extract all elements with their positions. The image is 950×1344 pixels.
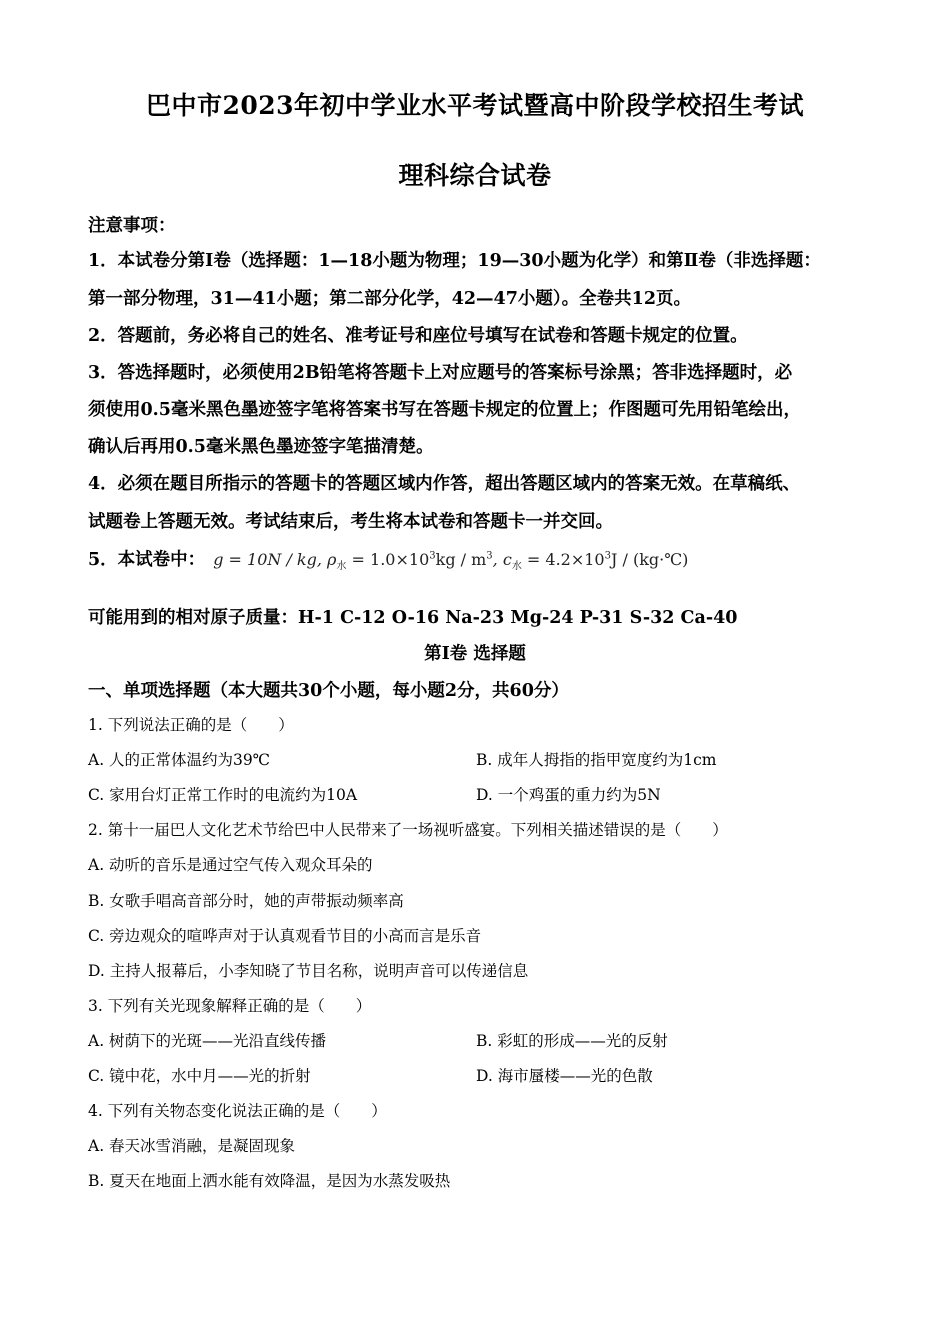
notice-item-4-line-2: 试题卷上答题无效。考试结束后，考生将本试卷和答题卡一并交回。 <box>88 512 613 532</box>
question-4-option-a: A. 春天冰雪消融，是凝固现象 <box>88 1137 296 1155</box>
question-3-option-a: A. 树荫下的光斑——光沿直线传播 <box>88 1032 327 1050</box>
constants-formula: g = 10N / kg, $\rho_水 = 1.0\times 10^3kg / m^3$, $c_水 = 4.2\times 10^3J$ / (kg·℃) <box>213 550 689 573</box>
question-3-option-b: B. 彩虹的形成——光的反射 <box>476 1032 668 1050</box>
atomic-masses: 可能用到的相对原子质量：H-1 C-12 O-16 Na-23 Mg-24 P-31 S-32 Ca-40 <box>88 608 738 628</box>
question-3-option-d: D. 海市蜃楼——光的色散 <box>476 1067 653 1085</box>
notice-item-1-line-2: 第一部分物理，31—41小题；第二部分化学，42—47小题）。全卷共12页。 <box>88 289 692 309</box>
notice-item-5-label: 5．本试卷中： <box>88 550 206 570</box>
question-2-option-a: A. 动听的音乐是通过空气传入观众耳朵的 <box>88 856 373 874</box>
question-1-option-c: C. 家用台灯正常工作时的电流约为10A <box>88 786 358 804</box>
question-2-stem: 2. 第十一届巴人文化艺术节给巴中人民带来了一场视听盛宴。下列相关描述错误的是（ ） <box>88 821 728 839</box>
question-4-option-b: B. 夏天在地面上洒水能有效降温，是因为水蒸发吸热 <box>88 1172 451 1190</box>
exam-title: 巴中市2023年初中学业水平考试暨高中阶段学校招生考试 <box>145 91 805 120</box>
exam-subtitle: 理科综合试卷 <box>398 161 552 190</box>
question-1-option-d: D. 一个鸡蛋的重力约为5N <box>476 786 661 804</box>
notice-item-3-line-2: 须使用0.5毫米黑色墨迹签字笔将答案书写在答题卡规定的位置上；作图题可先用铅笔绘出， <box>88 400 801 420</box>
question-2-option-b: B. 女歌手唱高音部分时，她的声带振动频率高 <box>88 892 404 910</box>
question-1-option-b: B. 成年人拇指的指甲宽度约为1cm <box>476 751 717 769</box>
notice-item-1-line-1: 1．本试卷分第Ⅰ卷（选择题：1—18小题为物理；19—30小题为化学）和第Ⅱ卷（非选择题： <box>88 251 821 271</box>
notice-item-5 <box>88 546 688 572</box>
notice-item-2: 2．答题前，务必将自己的姓名、准考证号和座位号填写在试卷和答题卡规定的位置。 <box>88 326 748 346</box>
question-4-stem: 4. 下列有关物态变化说法正确的是（ ） <box>88 1102 387 1120</box>
question-2-option-d: D. 主持人报幕后，小李知晓了节目名称，说明声音可以传递信息 <box>88 962 529 980</box>
notice-item-3-line-3: 确认后再用0.5毫米黑色墨迹签字笔描清楚。 <box>88 437 434 457</box>
notice-heading: 注意事项： <box>88 216 176 236</box>
question-3-option-c: C. 镜中花，水中月——光的折射 <box>88 1067 311 1085</box>
section-title: 第Ⅰ卷 选择题 <box>424 644 526 664</box>
question-2-option-c: C. 旁边观众的喧哗声对于认真观看节目的小高而言是乐音 <box>88 927 482 945</box>
question-3-stem: 3. 下列有关光现象解释正确的是（ ） <box>88 997 372 1015</box>
part-title: 一、单项选择题（本大题共30个小题，每小题2分，共60分） <box>88 681 569 701</box>
notice-item-3-line-1: 3．答选择题时，必须使用2B铅笔将答题卡上对应题号的答案标号涂黑；答非选择题时，必 <box>88 363 793 383</box>
question-1-stem: 1. 下列说法正确的是（ ） <box>88 716 294 734</box>
notice-item-4-line-1: 4．必须在题目所指示的答题卡的答题区域内作答，超出答题区域内的答案无效。在草稿纸、 <box>88 474 801 494</box>
question-1-option-a: A. 人的正常体温约为39℃ <box>88 751 271 769</box>
